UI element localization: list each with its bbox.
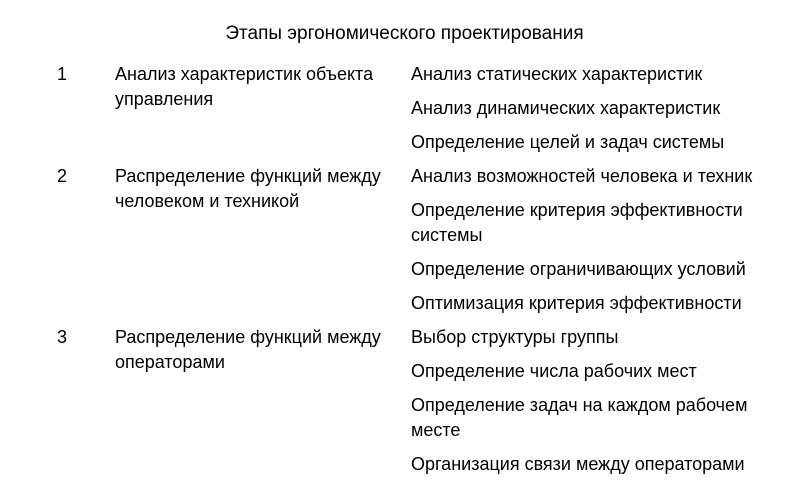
substep-item: Определение задач на каждом рабочем месте [411, 395, 748, 440]
substep-list [411, 62, 796, 155]
substep-list [411, 164, 796, 316]
stage-number: 1 [57, 64, 68, 84]
substep-item: Определение целей и задач системы [411, 132, 725, 152]
substep-list [411, 325, 796, 477]
stage-name: Распределение функций между операторами [115, 327, 381, 372]
substep-item: Оптимизация критерия эффективности [411, 293, 742, 313]
stage-name: Распределение функций между человеком и техникой [115, 166, 381, 211]
substep-item: Определение ограничивающих условий [411, 259, 746, 279]
stage-number: 2 [57, 166, 68, 186]
page-title: Этапы эргономического проектирования [225, 23, 584, 44]
substep-item: Выбор структуры группы [411, 327, 619, 347]
substep-item: Анализ статических характеристик [411, 64, 703, 84]
stage-name: Анализ характеристик объекта управления [115, 64, 374, 109]
substep-item: Анализ возможностей человека и техник [411, 166, 753, 186]
substep-item: Организация связи между операторами [411, 454, 745, 474]
substep-item: Определение числа рабочих мест [411, 361, 697, 381]
substep-item: Определение критерия эффективности системы [411, 200, 743, 245]
substep-item: Анализ динамических характеристик [411, 98, 721, 118]
stage-number: 3 [57, 327, 68, 347]
